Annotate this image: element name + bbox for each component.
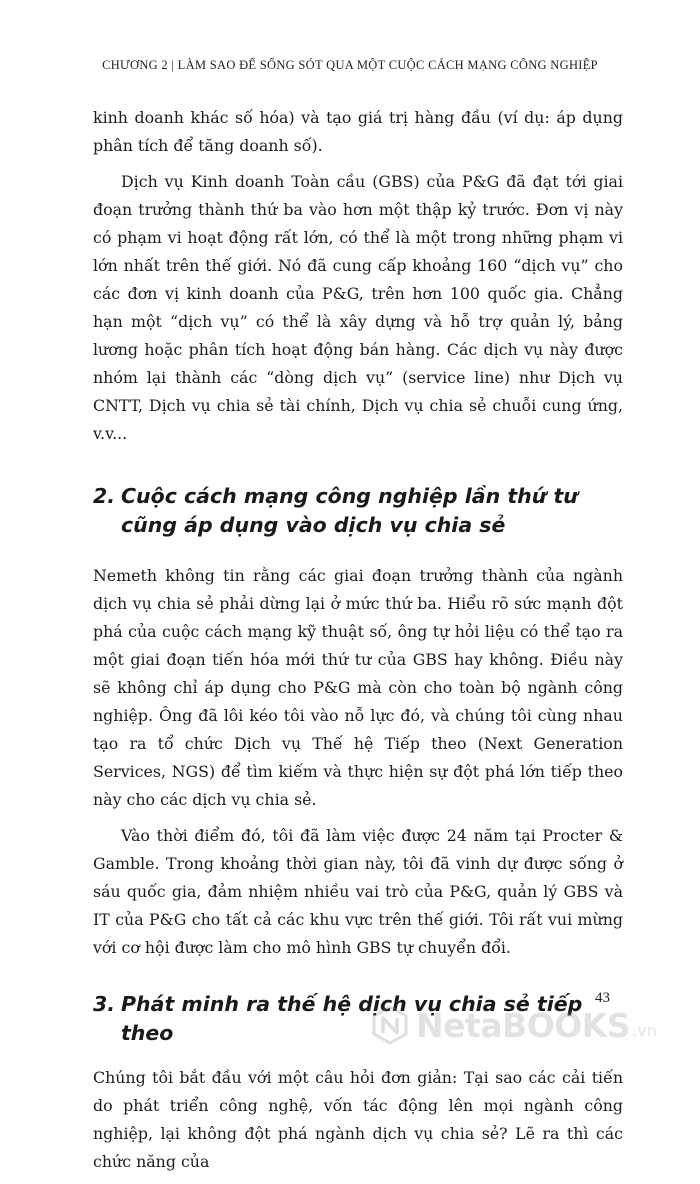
section-2-heading — [93, 482, 623, 540]
netabooks-logo-icon — [370, 1005, 410, 1045]
watermark-suffix: .vn — [632, 1020, 657, 1040]
paragraph-continued: kinh doanh khác số hóa) và tạo giá trị hàng đầu (ví dụ: áp dụng phân tích để tăng doanh số). — [93, 108, 623, 155]
section-3-title: Phát minh ra thế hệ dịch vụ chia sẻ tiếp theo — [121, 992, 583, 1045]
watermark-text: NetaBOOKS — [416, 1005, 631, 1045]
page-number: 43 — [595, 990, 610, 1006]
paragraph-nemeth: Nemeth không tin rằng các giai đoạn trưởng thành của ngành dịch vụ chia sẻ phải dừng lại ở mức thứ ba. Hiểu rõ sức mạnh đột phá của cuộc cách mạng kỹ thuật số, ông tự hỏi liệu có thể tạo ra một giai đoạn tiến hóa mới thứ tư của GBS hay không. Điều này sẽ không chỉ áp dụng cho P&G mà còn cho toàn bộ ngành công nghiệp. Ông đã lôi kéo tôi vào nỗ lực đó, và chúng tôi cùng nhau tạo ra tổ chức Dịch vụ Thế hệ Tiếp theo (Next Generation Services, NGS) để tìm kiếm và thực hiện sự đột phá lớn tiếp theo này cho các dịch vụ chia sẻ. — [93, 566, 623, 809]
watermark — [370, 1005, 657, 1045]
running-head: CHƯƠNG 2 | LÀM SAO ĐỂ SỐNG SÓT QUA MỘT CUỘC CÁCH MẠNG CÔNG NGHIỆP — [102, 58, 598, 72]
paragraph-gbs: Dịch vụ Kinh doanh Toàn cầu (GBS) của P&G đã đạt tới giai đoạn trưởng thành thứ ba vào hơn một thập kỷ trước. Đơn vị này có phạm vi hoạt động rất lớn, có thể là một trong những phạm vi lớn nhất trên thế giới. Nó đã cung cấp khoảng 160 “dịch vụ” cho các đơn vị kinh doanh của P&G, trên hơn 100 quốc gia. Chẳng hạn một “dịch vụ” có thể là xây dựng và hỗ trợ quản lý, bảng lương hoặc phân tích hoạt động bán hàng. Các dịch vụ này được nhóm lại thành các “dòng dịch vụ” (service line) như Dịch vụ CNTT, Dịch vụ chia sẻ tài chính, Dịch vụ chia sẻ chuỗi cung ứng, v.v... — [93, 172, 623, 443]
section-2-number: 2. — [93, 484, 116, 508]
paragraph-question: Chúng tôi bắt đầu với một câu hỏi đơn giản: Tại sao các cải tiến do phát triển công nghệ, vốn tác động lên mọi ngành công nghiệp, lại không đột phá ngành dịch vụ chia sẻ? Lẽ ra thì các chức năng của — [93, 1068, 623, 1171]
paragraph-procter: Vào thời điểm đó, tôi đã làm việc được 24 năm tại Procter & Gamble. Trong khoảng thời gian này, tôi đã vinh dự được sống ở sáu quốc gia, đảm nhiệm nhiều vai trò của P&G, quản lý GBS và IT của P&G cho tất cả các khu vực trên thế giới. Tôi rất vui mừng với cơ hội được làm cho mô hình GBS tự chuyển đổi. — [93, 826, 623, 957]
section-2-title-line1: Cuộc cách mạng công nghiệp lần thứ tư — [121, 484, 578, 508]
section-2-title-line2: cũng áp dụng vào dịch vụ chia sẻ — [121, 513, 506, 537]
section-3-number: 3. — [93, 992, 116, 1016]
